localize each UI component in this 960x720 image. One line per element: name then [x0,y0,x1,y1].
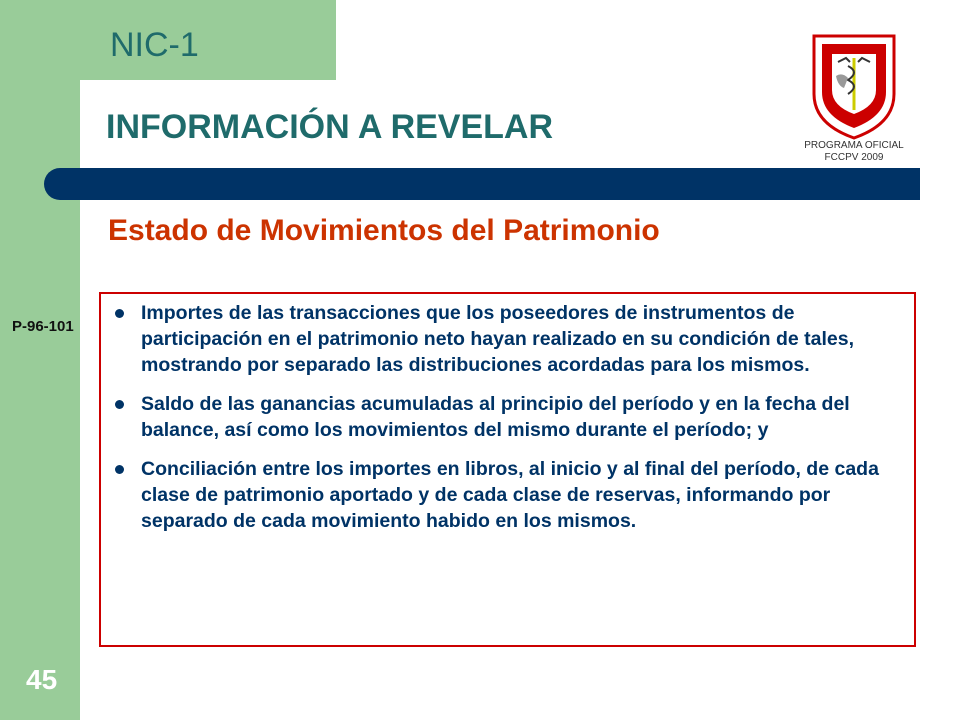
fccpv-logo [808,32,900,140]
bullet-dot-icon [115,309,124,318]
bullet-item [141,391,900,443]
reference-label: P-96-101 [12,318,74,335]
section-title: Estado de Movimientos del Patrimonio [108,214,660,247]
program-caption [786,140,922,164]
page-number: 45 [26,664,58,695]
content-box [99,292,916,647]
bullet-item [141,456,900,534]
bullet-text: Saldo de las ganancias acumuladas al principio del período y en la fecha del balance, así como los movimientos del mismo durante el período; y [141,393,850,441]
bullet-dot-icon [115,400,124,409]
bullet-text: Conciliación entre los importes en libros, al inicio y al final del período, de cada clase de patrimonio aportado y de cada clase de reservas, informando por separado de cada movimiento habido en los mismos. [141,458,879,532]
program-caption-line2: FCCPV 2009 [824,152,884,163]
bullet-dot-icon [115,465,124,474]
slide-title: INFORMACIÓN A REVELAR [106,108,554,146]
nic-label: NIC-1 [110,26,199,64]
bullet-text: Importes de las transacciones que los poseedores de instrumentos de participación en el patrimonio neto hayan realizado en su condición de tales, mostrando por separado las distribuciones acordadas para los mismos. [141,302,854,376]
left-green-band [0,0,80,720]
divider-bar [44,168,920,200]
program-caption-line1: PROGRAMA OFICIAL [804,140,904,151]
bullet-item [141,300,900,378]
bullet-list [101,294,914,534]
